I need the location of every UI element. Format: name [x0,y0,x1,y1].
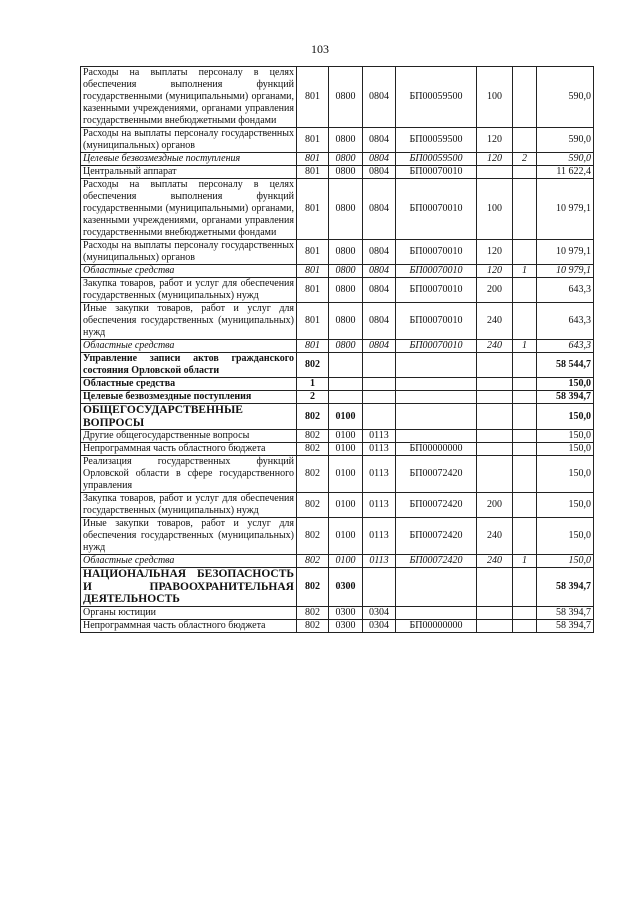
row-pr-cell: 0113 [363,493,396,518]
row-name-cell: Иные закупки товаров, работ и услуг для обеспечения государственных (муниципальных) нужд [81,518,297,555]
row-cs-cell [396,606,477,619]
table-row [81,166,594,179]
row-vr-cell [477,606,513,619]
row-gr-cell: 801 [297,128,329,153]
row-sum-cell: 643,3 [537,303,594,340]
row-pr-cell: 0804 [363,153,396,166]
row-name-cell: Областные средства [81,555,297,568]
row-vr-cell: 200 [477,493,513,518]
row-rz-cell: 0100 [329,518,363,555]
table-row [81,179,594,240]
row-cs-cell: БП00072420 [396,518,477,555]
row-rz-cell: 0300 [329,606,363,619]
row-sum-cell: 590,0 [537,67,594,128]
row-sum-cell: 58 544,7 [537,353,594,378]
row-cs-cell: БП00072420 [396,555,477,568]
row-cs-cell: БП00070010 [396,340,477,353]
row-name-cell: НАЦИОНАЛЬНАЯ БЕЗОПАСНОСТЬ И ПРАВООХРАНИТЕЛЬНАЯ ДЕЯТЕЛЬНОСТЬ [81,568,297,607]
row-name-cell: Другие общегосударственные вопросы [81,430,297,443]
row-cs-cell [396,404,477,430]
row-vr-cell: 240 [477,518,513,555]
row-sum-cell: 58 394,7 [537,606,594,619]
row-sum-cell: 10 979,1 [537,179,594,240]
row-sum-cell: 10 979,1 [537,265,594,278]
row-sum-cell: 150,0 [537,456,594,493]
budget-table-body [81,67,594,633]
row-pr-cell: 0304 [363,619,396,632]
row-rz-cell: 0300 [329,619,363,632]
row-gr-cell: 801 [297,278,329,303]
row-vr-cell [477,456,513,493]
row-cs-cell: БП00059500 [396,128,477,153]
row-cs-cell: БП00000000 [396,619,477,632]
row-rz-cell [329,391,363,404]
row-gr-cell: 802 [297,619,329,632]
row-gr-cell: 802 [297,430,329,443]
row-vr-cell [477,378,513,391]
row-vr-cell: 120 [477,240,513,265]
row-vr-cell: 120 [477,265,513,278]
row-pr-cell: 0113 [363,555,396,568]
row-rz-cell: 0800 [329,179,363,240]
row-pr-cell: 0804 [363,179,396,240]
row-gr-cell: 801 [297,265,329,278]
row-src-cell [513,378,537,391]
row-gr-cell: 802 [297,493,329,518]
row-gr-cell: 801 [297,240,329,265]
row-cs-cell: БП00059500 [396,153,477,166]
row-pr-cell [363,391,396,404]
row-sum-cell: 58 394,7 [537,619,594,632]
row-gr-cell: 801 [297,179,329,240]
row-src-cell [513,568,537,607]
row-rz-cell: 0100 [329,456,363,493]
row-cs-cell [396,568,477,607]
row-vr-cell [477,619,513,632]
row-rz-cell: 0800 [329,340,363,353]
row-gr-cell: 802 [297,518,329,555]
row-name-cell: Управление записи актов гражданского состояния Орловской области [81,353,297,378]
row-cs-cell [396,353,477,378]
row-cs-cell: БП00070010 [396,278,477,303]
row-gr-cell: 2 [297,391,329,404]
row-gr-cell: 1 [297,378,329,391]
row-src-cell: 1 [513,340,537,353]
row-src-cell [513,179,537,240]
row-src-cell [513,240,537,265]
row-rz-cell: 0800 [329,128,363,153]
row-src-cell [513,67,537,128]
row-vr-cell: 200 [477,278,513,303]
row-pr-cell [363,378,396,391]
row-cs-cell: БП00070010 [396,303,477,340]
row-vr-cell: 240 [477,555,513,568]
row-sum-cell: 590,0 [537,153,594,166]
row-pr-cell: 0804 [363,340,396,353]
row-name-cell: Областные средства [81,378,297,391]
row-pr-cell: 0804 [363,278,396,303]
table-row [81,67,594,128]
row-vr-cell [477,568,513,607]
row-cs-cell [396,430,477,443]
row-rz-cell: 0800 [329,240,363,265]
row-gr-cell: 801 [297,303,329,340]
row-name-cell: Расходы на выплаты персоналу государственных (муниципальных) органов [81,128,297,153]
row-sum-cell: 150,0 [537,493,594,518]
table-row [81,518,594,555]
row-rz-cell [329,353,363,378]
row-pr-cell: 0804 [363,240,396,265]
table-row [81,443,594,456]
row-rz-cell: 0100 [329,443,363,456]
row-name-cell: Закупка товаров, работ и услуг для обеспечения государственных (муниципальных) нужд [81,493,297,518]
row-name-cell: Областные средства [81,265,297,278]
row-vr-cell [477,443,513,456]
row-gr-cell: 802 [297,443,329,456]
row-pr-cell: 0113 [363,443,396,456]
row-src-cell [513,128,537,153]
row-vr-cell: 100 [477,179,513,240]
row-name-cell: ОБЩЕГОСУДАРСТВЕННЫЕ ВОПРОСЫ [81,404,297,430]
table-row [81,240,594,265]
row-cs-cell [396,378,477,391]
row-src-cell [513,303,537,340]
row-rz-cell: 0100 [329,404,363,430]
row-cs-cell: БП00070010 [396,179,477,240]
row-cs-cell: БП00070010 [396,240,477,265]
row-src-cell [513,456,537,493]
row-src-cell [513,619,537,632]
row-name-cell: Иные закупки товаров, работ и услуг для обеспечения государственных (муниципальных) нужд [81,303,297,340]
row-gr-cell: 801 [297,153,329,166]
row-sum-cell: 150,0 [537,378,594,391]
row-cs-cell: БП00070010 [396,166,477,179]
row-name-cell: Целевые безвозмездные поступления [81,391,297,404]
row-vr-cell [477,404,513,430]
table-row [81,619,594,632]
table-row [81,404,594,430]
row-src-cell [513,391,537,404]
row-vr-cell: 100 [477,67,513,128]
row-pr-cell: 0304 [363,606,396,619]
row-gr-cell: 802 [297,404,329,430]
row-vr-cell: 120 [477,128,513,153]
table-row [81,340,594,353]
row-rz-cell: 0100 [329,555,363,568]
table-row [81,456,594,493]
row-vr-cell [477,430,513,443]
row-sum-cell: 150,0 [537,518,594,555]
table-row [81,391,594,404]
row-sum-cell: 590,0 [537,128,594,153]
row-name-cell: Расходы на выплаты персоналу государственных (муниципальных) органов [81,240,297,265]
row-rz-cell: 0800 [329,166,363,179]
row-pr-cell: 0804 [363,128,396,153]
table-row [81,128,594,153]
row-pr-cell: 0113 [363,430,396,443]
row-sum-cell: 10 979,1 [537,240,594,265]
table-row [81,353,594,378]
row-pr-cell [363,568,396,607]
row-src-cell [513,443,537,456]
row-gr-cell: 802 [297,555,329,568]
row-name-cell: Закупка товаров, работ и услуг для обеспечения государственных (муниципальных) нужд [81,278,297,303]
row-pr-cell [363,353,396,378]
table-row [81,153,594,166]
row-vr-cell: 240 [477,340,513,353]
row-sum-cell: 150,0 [537,404,594,430]
row-name-cell: Расходы на выплаты персоналу в целях обеспечения выполнения функций государственными (муниципальными) органами, казенными учреждениями, органами управления государственными внебюджетными фондами [81,67,297,128]
row-rz-cell: 0800 [329,153,363,166]
row-sum-cell: 150,0 [537,555,594,568]
row-vr-cell [477,391,513,404]
row-name-cell: Непрограммная часть областного бюджета [81,619,297,632]
row-name-cell: Непрограммная часть областного бюджета [81,443,297,456]
row-src-cell: 2 [513,153,537,166]
table-row [81,265,594,278]
row-pr-cell: 0113 [363,518,396,555]
row-gr-cell: 802 [297,568,329,607]
row-sum-cell: 150,0 [537,443,594,456]
row-cs-cell: БП00000000 [396,443,477,456]
budget-table [80,66,594,633]
row-src-cell [513,353,537,378]
row-rz-cell: 0100 [329,493,363,518]
table-row [81,303,594,340]
row-name-cell: Реализация государственных функций Орловской области в сфере государственного управления [81,456,297,493]
row-rz-cell: 0800 [329,67,363,128]
row-name-cell: Целевые безвозмездные поступления [81,153,297,166]
row-cs-cell: БП00072420 [396,456,477,493]
row-rz-cell: 0800 [329,303,363,340]
row-rz-cell: 0800 [329,278,363,303]
table-row [81,430,594,443]
row-cs-cell: БП00059500 [396,67,477,128]
row-name-cell: Центральный аппарат [81,166,297,179]
row-sum-cell: 58 394,7 [537,391,594,404]
row-sum-cell: 643,3 [537,340,594,353]
row-src-cell: 1 [513,265,537,278]
row-sum-cell: 11 622,4 [537,166,594,179]
row-cs-cell [396,391,477,404]
row-src-cell [513,278,537,303]
row-name-cell: Областные средства [81,340,297,353]
row-src-cell [513,606,537,619]
row-pr-cell: 0804 [363,303,396,340]
row-rz-cell: 0100 [329,430,363,443]
row-gr-cell: 801 [297,340,329,353]
row-vr-cell [477,166,513,179]
table-row [81,378,594,391]
row-vr-cell: 240 [477,303,513,340]
row-gr-cell: 802 [297,606,329,619]
row-name-cell: Расходы на выплаты персоналу в целях обеспечения выполнения функций государственными (муниципальными) органами, казенными учреждениями, органами управления государственными внебюджетными фондами [81,179,297,240]
row-sum-cell: 643,3 [537,278,594,303]
row-src-cell [513,518,537,555]
row-src-cell [513,166,537,179]
row-sum-cell: 150,0 [537,430,594,443]
row-rz-cell: 0800 [329,265,363,278]
row-cs-cell: БП00072420 [396,493,477,518]
row-src-cell [513,404,537,430]
table-row [81,493,594,518]
row-gr-cell: 802 [297,456,329,493]
table-row [81,555,594,568]
row-src-cell [513,493,537,518]
row-src-cell: 1 [513,555,537,568]
row-pr-cell [363,404,396,430]
row-vr-cell [477,353,513,378]
row-gr-cell: 801 [297,166,329,179]
row-pr-cell: 0804 [363,265,396,278]
row-pr-cell: 0804 [363,166,396,179]
page-number: 103 [311,42,329,56]
table-row [81,568,594,607]
table-row [81,606,594,619]
row-rz-cell [329,378,363,391]
row-cs-cell: БП00070010 [396,265,477,278]
row-src-cell [513,430,537,443]
row-gr-cell: 801 [297,67,329,128]
row-gr-cell: 802 [297,353,329,378]
row-sum-cell: 58 394,7 [537,568,594,607]
row-pr-cell: 0804 [363,67,396,128]
row-pr-cell: 0113 [363,456,396,493]
row-name-cell: Органы юстиции [81,606,297,619]
row-vr-cell: 120 [477,153,513,166]
table-row [81,278,594,303]
row-rz-cell: 0300 [329,568,363,607]
